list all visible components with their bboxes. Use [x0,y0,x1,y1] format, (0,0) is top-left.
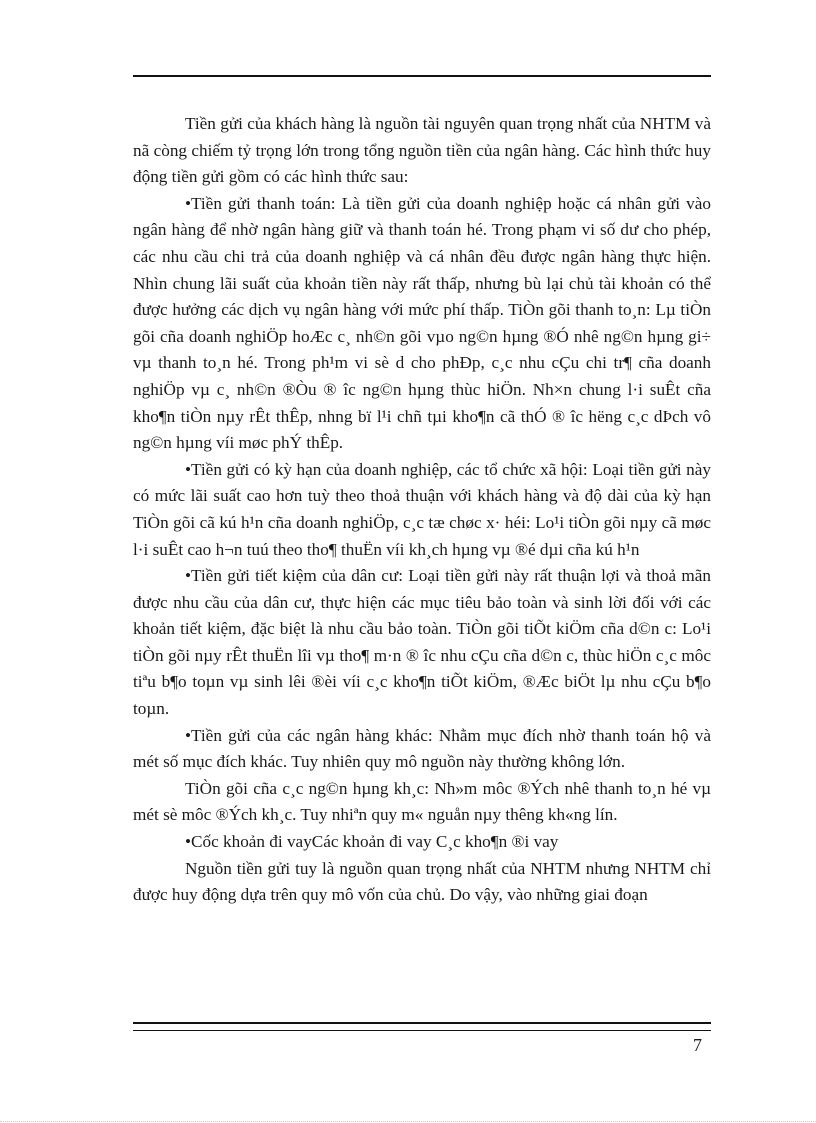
body-text [133,111,711,909]
paragraph: Tiền gửi của khách hàng là nguồn tài nguyên quan trọng nhất của NHTM và nã còng chiếm tỷ trọng lớn trong tổng nguồn tiền của ngân hàng. Các hình thức huy động tiền gửi gồm có các hình thức sau: [133,114,711,187]
header-rule [133,75,711,77]
page-edge-divider [0,1121,816,1122]
paragraph: Nguồn tiền gửi tuy là nguồn quan trọng nhất của NHTM nhưng NHTM chỉ được huy động dựa trên quy mô vốn của chủ. Do vậy, vào những giai đoạn [133,858,711,905]
paragraph: •Cốc khoản đi vayCác khoản đi vay C¸c kho¶n ®i vay [185,832,559,852]
paragraph: •Tiền gửi thanh toán: Là tiền gửi của doanh nghiệp hoặc cá nhân gửi vào ngân hàng để nhờ ngân hàng giữ và thanh toán hé. Trong phạm vi số dư cho phép, các nhu cầu chi trả của doanh nghiệp và cá nhân đều được ngân hàng thực hiện. Nhìn chung lãi suất của khoản tiền này rất thấp, nhưng bù lại chủ tài khoản có thể được hưởng các dịch vụ ngân hàng với mức phí thấp. TiÒn gõi thanh to¸n: Lµ tiÒn gõi cña doanh nghiÖp hoÆc c¸ nh©n gõi vµo ng©n hµng ®Ó nhê ng©n hµng gi÷ vµ thanh to¸n hé. Trong ph¹m vi sè d cho phÐp, c¸c nhu cÇu chi tr¶ cña doanh nghiÖp vµ c¸ nh©n ®Òu ® îc ng©n hµng thùc hiÖn. Nh×n chung l·i suÊt cña kho¶n tiÒn nµy rÊt thÊp, nhng bï l¹i chñ tµi kho¶n cã thÓ ® îc hëng c¸c dÞch vô ng©n hµng víi møc phÝ thÊp. [133,193,711,453]
page-number: 7 [693,1035,702,1055]
paragraph: •Tiền gửi có kỳ hạn của doanh nghiệp, các tổ chức xã hội: Loại tiền gửi này có mức lãi suất cao hơn tuỳ theo thoả thuận với khách hàng và độ dài của kỳ hạn TiÒn gõi cã kú h¹n cña doanh nghiÖp, c¸c tæ chøc x· héi: Lo¹i tiÒn gõi nµy cã møc l·i suÊt cao h¬n tuú theo tho¶ thuËn víi kh¸ch hµng vµ ®é dµi cña kú h¹n [133,459,711,559]
paragraph: •Tiền gửi của các ngân hàng khác: Nhằm mục đích nhờ thanh toán hộ và mét số mục đích khác. Tuy nhiên quy mô nguồn này thường không lớn. [133,725,711,772]
paragraph: •Tiền gửi tiết kiệm của dân cư: Loại tiền gửi này rất thuận lợi và thoả mãn được nhu cầu của dân cư, thực hiện các mục tiêu bảo toàn và sinh lời đối với các khoản tiết kiệm, đặc biệt là nhu cầu bảo toàn. TiÒn gõi tiÕt kiÖm cña d©n c: Lo¹i tiÒn gõi nµy rÊt thuËn lîi vµ tho¶ m·n ® îc nhu cÇu cña d©n c, thùc hiÖn c¸c môc tiªu b¶o toµn vµ sinh lêi ®èi víi c¸c kho¶n tiÕt kiÖm, ®Æc biÖt lµ nhu cÇu b¶o toµn. [133,566,711,719]
paragraph: TiÒn gõi cña c¸c ng©n hµng kh¸c: Nh»m môc ®Ých nhê thanh to¸n hé vµ mét sè môc ®Ých kh¸c. Tuy nhiªn quy m« nguån nµy thêng kh«ng lín. [133,778,711,825]
footer-rule [133,1022,711,1031]
